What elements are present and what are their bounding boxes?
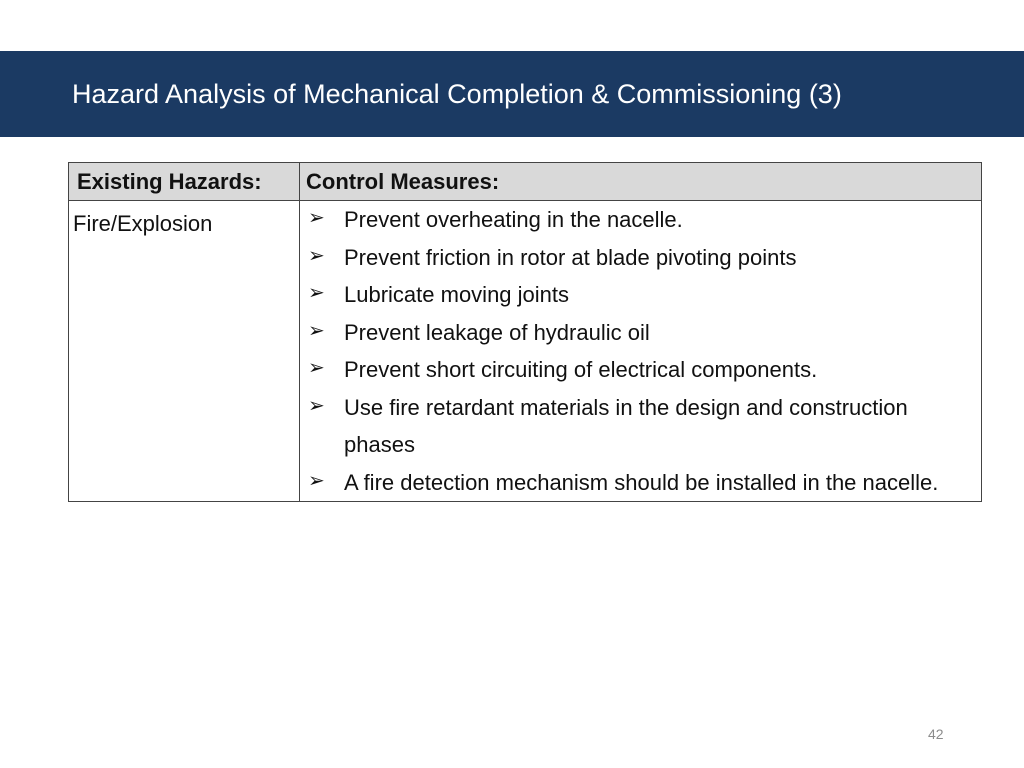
arrow-bullet-icon: ➢ xyxy=(308,357,325,379)
arrow-bullet-icon: ➢ xyxy=(308,469,325,492)
list-item xyxy=(306,276,975,314)
measures-list xyxy=(306,201,975,501)
measure-text: Use fire retardant materials in the design and construction phases xyxy=(344,394,908,457)
header-existing-hazards: Existing Hazards: xyxy=(69,163,300,201)
hazard-control-table xyxy=(68,162,982,502)
measures-cell xyxy=(300,201,982,502)
list-item xyxy=(306,464,975,502)
list-item xyxy=(306,201,975,239)
measure-text: Lubricate moving joints xyxy=(344,282,570,307)
page-number: 42 xyxy=(928,726,944,742)
table-header-row xyxy=(69,163,982,201)
measure-text: Prevent friction in rotor at blade pivoting points xyxy=(344,244,797,270)
measure-text: Prevent overheating in the nacelle. xyxy=(344,207,683,232)
list-item xyxy=(306,389,975,464)
title-bar xyxy=(0,51,1024,137)
arrow-bullet-icon: ➢ xyxy=(308,207,325,229)
header-control-measures: Control Measures: xyxy=(300,163,982,201)
arrow-bullet-icon: ➢ xyxy=(308,282,325,304)
measure-text: Prevent leakage of hydraulic oil xyxy=(344,319,650,345)
measure-text: Prevent short circuiting of electrical components. xyxy=(344,357,818,382)
slide-title: Hazard Analysis of Mechanical Completion & Commissioning (3) xyxy=(72,78,842,109)
arrow-bullet-icon: ➢ xyxy=(308,244,325,267)
measure-text: A fire detection mechanism should be installed in the nacelle. xyxy=(344,469,939,495)
hazard-cell: Fire/Explosion xyxy=(69,201,300,502)
table-row xyxy=(69,201,982,502)
arrow-bullet-icon: ➢ xyxy=(308,319,325,342)
list-item xyxy=(306,239,975,277)
list-item xyxy=(306,351,975,389)
list-item xyxy=(306,314,975,352)
arrow-bullet-icon: ➢ xyxy=(308,394,325,417)
